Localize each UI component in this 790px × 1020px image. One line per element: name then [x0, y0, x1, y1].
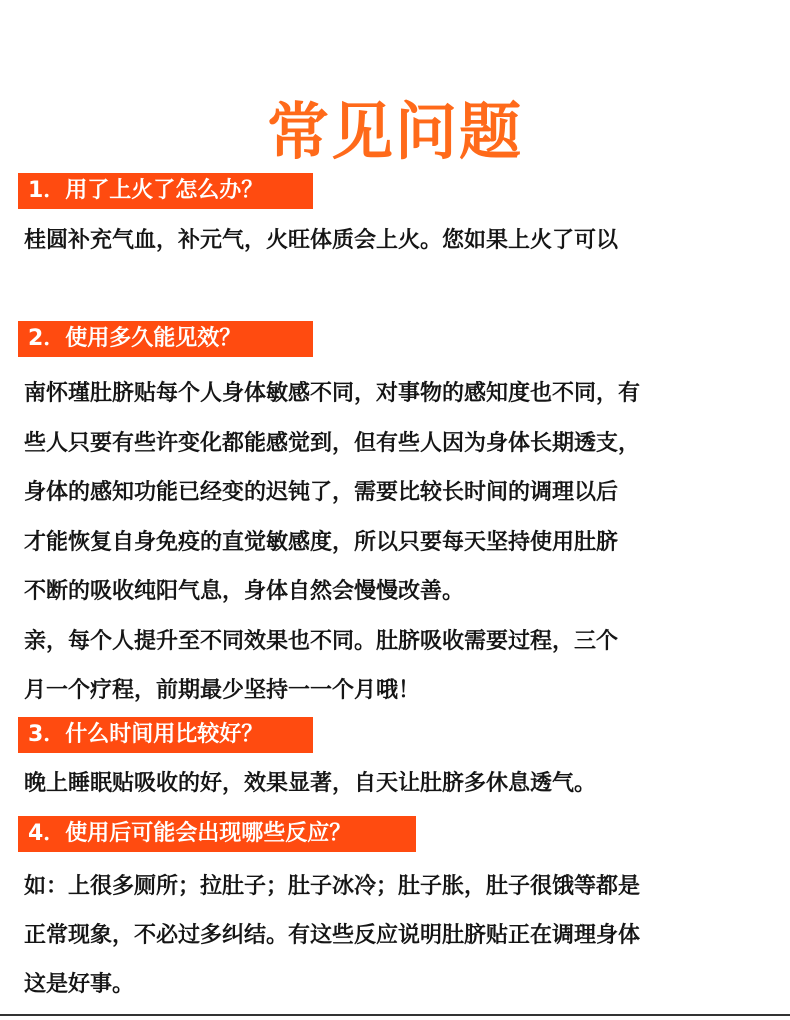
question-badge-1: 1．用了上火了怎么办？ — [18, 173, 313, 209]
answer-line: 些人只要有些许变化都能感觉到，但有些人因为身体长期透支， — [24, 430, 641, 456]
answer-1 — [24, 222, 774, 260]
question-badge-3: 3．什么时间用比较好？ — [18, 717, 313, 753]
answer-line: 南怀瑾肚脐贴每个人身体敏感不同，对事物的感知度也不同，有 — [24, 381, 641, 406]
answer-line: 正常现象，不必过多纠结。有这些反应说明肚脐贴正在调理身体 — [24, 923, 641, 948]
question-badge-2: 2．使用多久能见效？ — [18, 321, 313, 357]
answer-line: 身体的感知功能已经变的迟钝了，需要比较长时间的调理以后 — [24, 480, 619, 505]
answer-line: 不断的吸收纯阳气息，身体自然会慢慢改善。 — [24, 579, 465, 604]
answer-line: 才能恢复自身免疫的直觉敏感度，所以只要每天坚持使用肚脐 — [24, 529, 619, 555]
answer-4 — [24, 862, 774, 1009]
answer-line: 月一个疗程，前期最少坚持一一个月哦！ — [24, 678, 421, 703]
bottom-divider — [0, 1014, 790, 1016]
question-badge-4: 4．使用后可能会出现哪些反应？ — [18, 816, 416, 852]
answer-line: 桂圆补充气血，补元气，火旺体质会上火。您如果上火了可以 — [24, 228, 619, 253]
answer-2 — [24, 369, 774, 716]
page-title: 常见问题 — [266, 94, 523, 168]
answer-line: 晚上睡眠贴吸收的好，效果显著，自天让肚脐多休息透气。 — [24, 771, 597, 796]
answer-line: 亲，每个人提升至不同效果也不同。肚脐吸收需要过程，三个 — [24, 628, 619, 654]
answer-line: 如：上很多厕所；拉肚子；肚子冰冷；肚子胀，肚子很饿等都是 — [24, 874, 641, 899]
answer-line: 这是好事。 — [24, 972, 135, 997]
answer-3 — [24, 763, 774, 805]
